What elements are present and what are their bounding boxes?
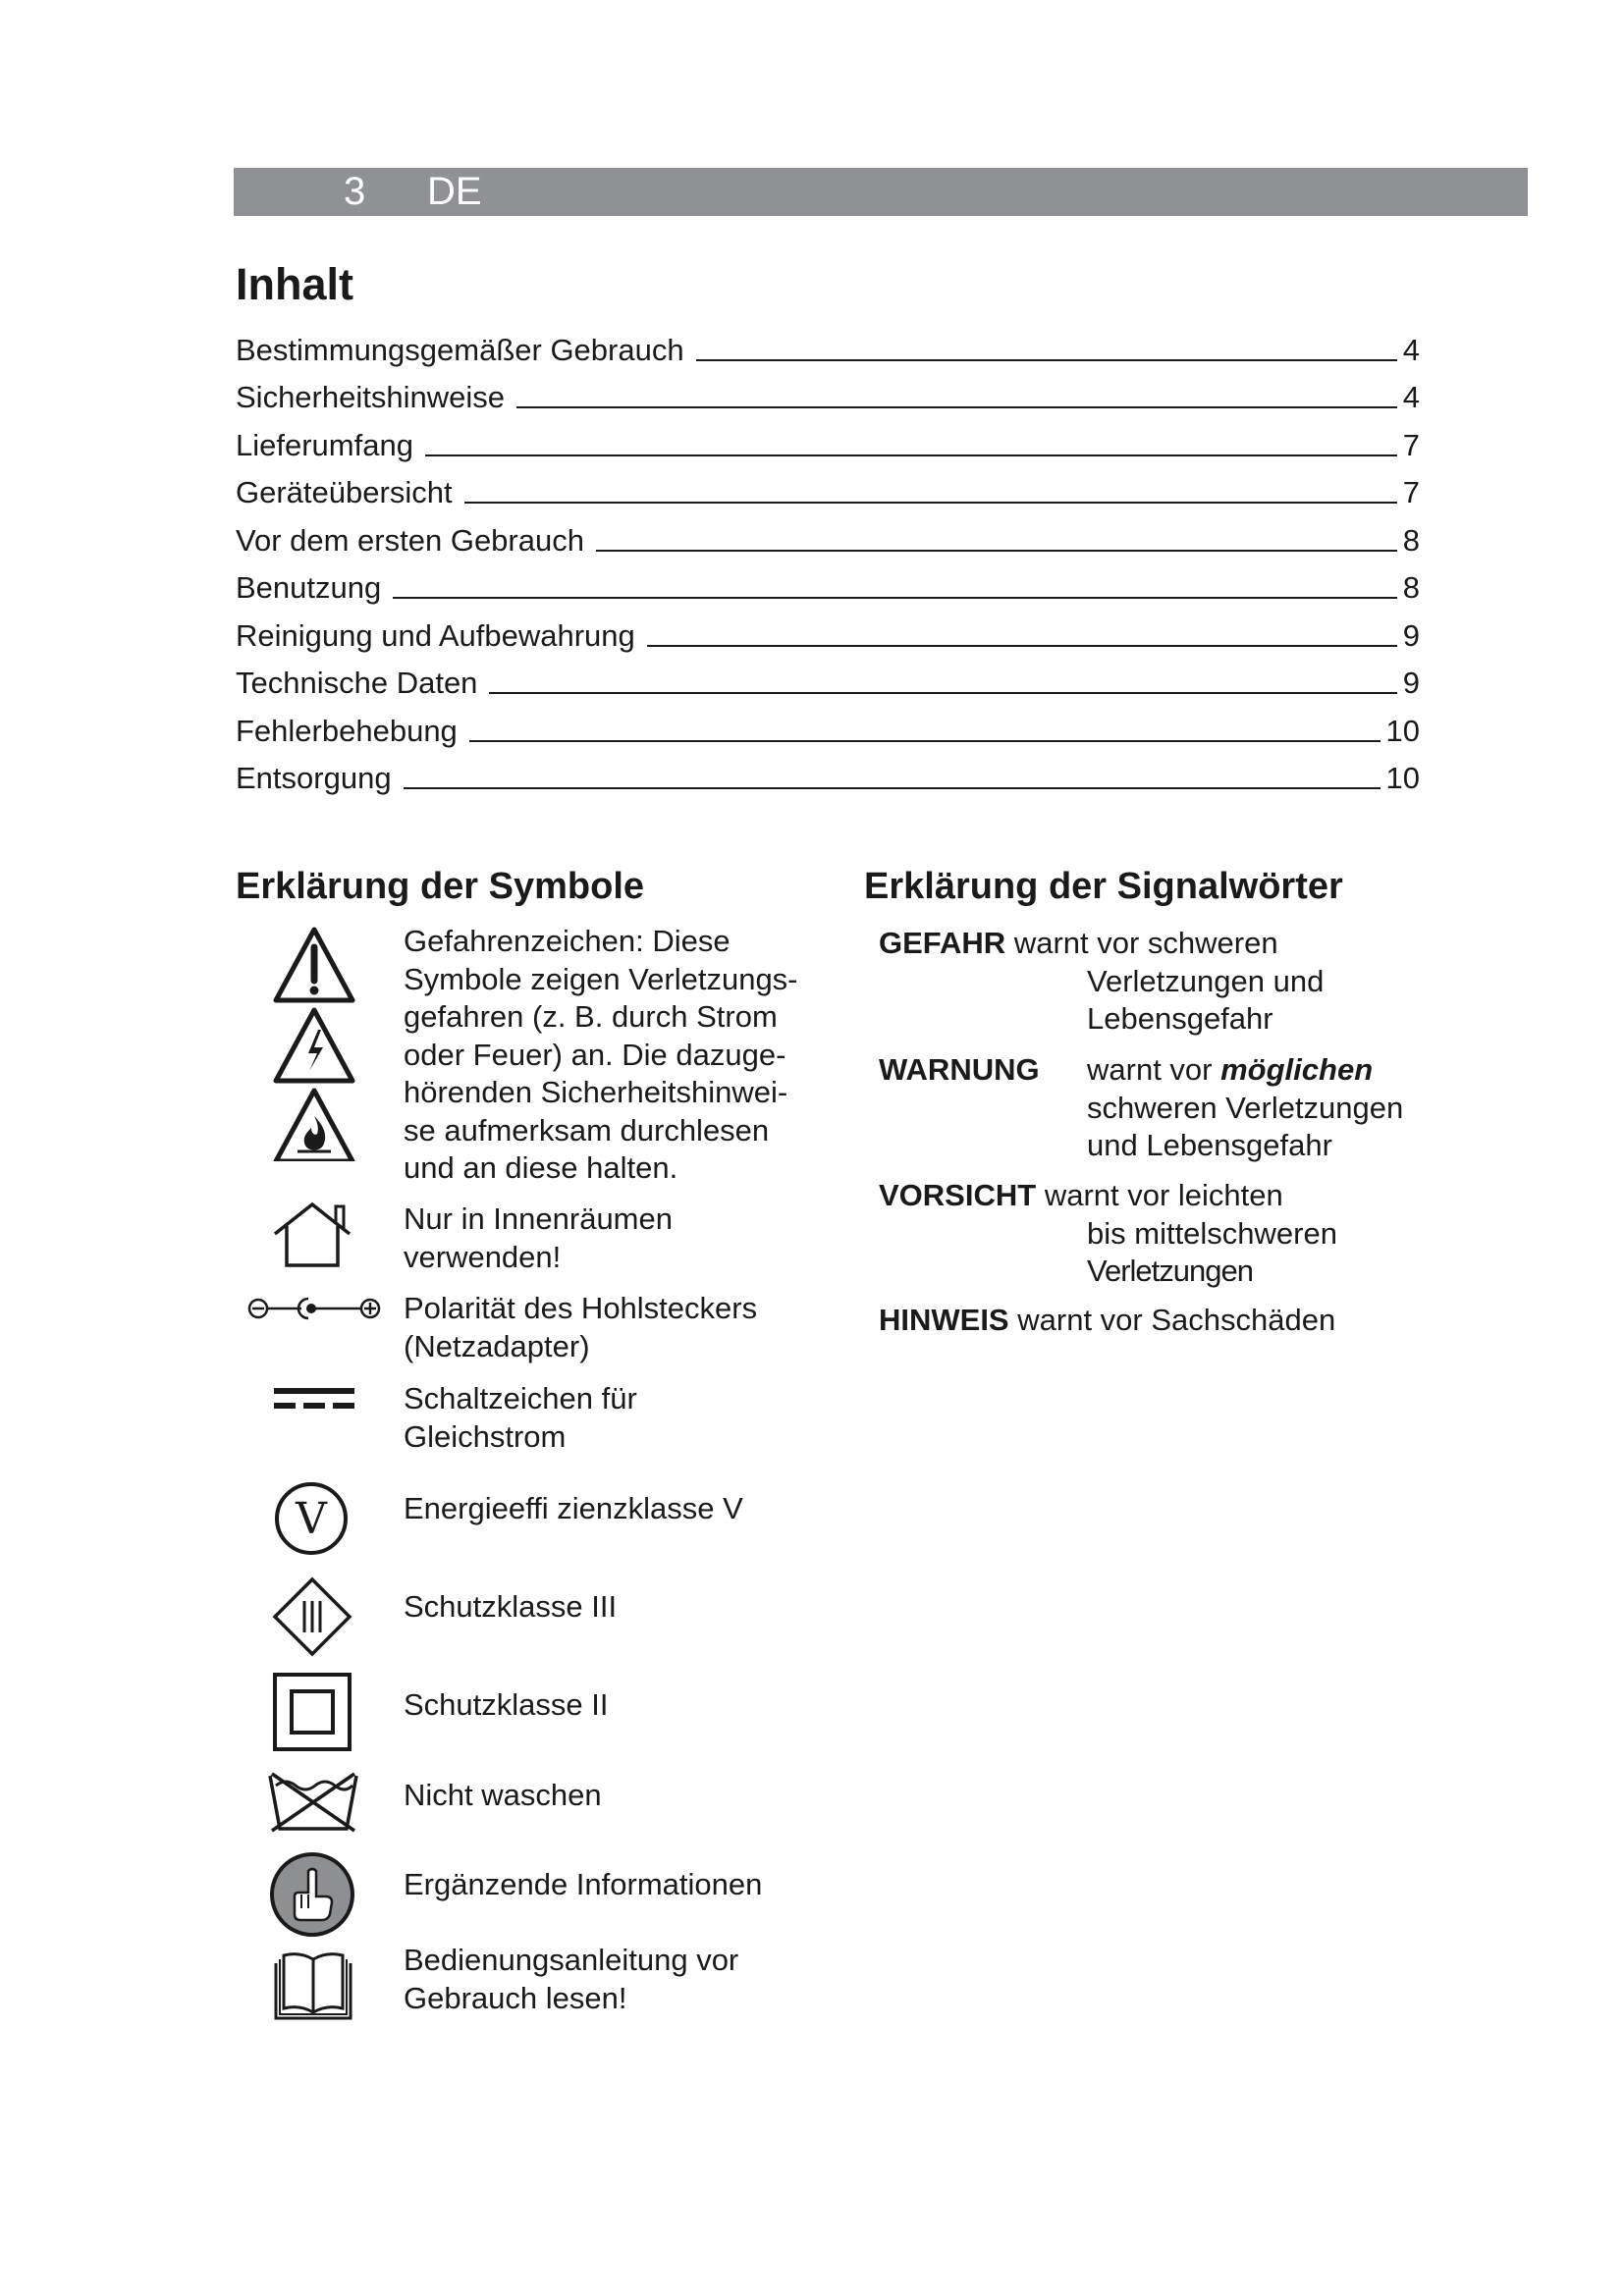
- text-line: Gleichstrom: [404, 1418, 567, 1454]
- text-line: oder Feuer) an. Die dazuge-: [404, 1037, 786, 1072]
- toc-leader: [489, 692, 1396, 694]
- toc-entry-label: Sicherheitshinweise: [236, 380, 505, 414]
- toc-entry-label: Vor dem ersten Gebrauch: [236, 522, 584, 558]
- toc-entry[interactable]: [236, 561, 1420, 609]
- toc-leader: [464, 502, 1397, 504]
- toc-leader: [696, 359, 1397, 361]
- no-washing-description: [404, 1777, 836, 1815]
- toc-entry-page: 4: [1402, 332, 1420, 367]
- toc-leader: [647, 645, 1397, 647]
- text-line: bis mittelschweren: [1087, 1215, 1337, 1251]
- no-washing-icon: [266, 1770, 360, 1833]
- energy-class-description: [404, 1490, 836, 1528]
- energy-class-letter: V: [296, 1494, 327, 1544]
- house-icon: [269, 1201, 357, 1269]
- text-line: schweren Verletzungen: [1087, 1090, 1404, 1125]
- protection-class-3-icon: [272, 1576, 352, 1657]
- general-warning-icon: [276, 930, 352, 1000]
- signal-word-text: warnt vor leichten: [1044, 1178, 1283, 1212]
- toc-entry-label: Technische Daten: [236, 666, 478, 700]
- toc-entry-page: 4: [1402, 380, 1420, 414]
- table-of-contents: [236, 322, 1420, 798]
- electric-warning-icon: [276, 1010, 352, 1081]
- direct-current-description: [404, 1380, 836, 1456]
- toc-entry[interactable]: [236, 656, 1420, 704]
- text-line: verwenden!: [404, 1239, 562, 1274]
- text-line: und Lebensgefahr: [1087, 1128, 1332, 1162]
- toc-entry-page: 7: [1402, 427, 1420, 462]
- text-line: Lebensgefahr: [1087, 1001, 1273, 1036]
- signal-words-title: Erklärung der Signalwörter: [864, 866, 1343, 907]
- toc-leader: [404, 787, 1380, 789]
- signal-word-hinweis: [879, 1302, 1335, 1340]
- text-line: Verletzungen und: [1087, 963, 1325, 998]
- signal-word-warnung: [879, 1051, 1404, 1162]
- toc-entry-page: 10: [1385, 761, 1420, 795]
- toc-entry-label: Geräteübersicht: [236, 475, 453, 509]
- toc-entry-label: Benutzung: [236, 570, 382, 605]
- toc-title: Inhalt: [236, 259, 353, 309]
- text-line: hörenden Sicherheitshinwei-: [404, 1075, 788, 1109]
- toc-entry[interactable]: [236, 703, 1420, 751]
- toc-entry-label: Lieferumfang: [236, 427, 413, 462]
- signal-word-text: warnt vor Sachschäden: [1017, 1303, 1336, 1337]
- signal-word: WARNUNG: [879, 1052, 1040, 1087]
- house-description: [404, 1201, 836, 1276]
- info-hand-icon: [269, 1851, 355, 1938]
- toc-entry[interactable]: [236, 322, 1420, 370]
- page-number: 3: [344, 170, 366, 213]
- toc-leader: [469, 740, 1380, 742]
- signal-word-vorsicht: [879, 1177, 1337, 1288]
- info-hand-description: [404, 1866, 836, 1904]
- warning-symbols-description: [404, 923, 836, 1188]
- direct-current-icon: [274, 1386, 354, 1412]
- toc-entry[interactable]: [236, 465, 1420, 513]
- polarity-icon: [246, 1295, 384, 1322]
- toc-entry-label: Entsorgung: [236, 761, 392, 795]
- toc-entry-page: 10: [1385, 713, 1420, 748]
- text-line: und an diese halten.: [404, 1150, 678, 1185]
- symbols-title: Erklärung der Symbole: [236, 866, 645, 907]
- text-line: Nicht waschen: [404, 1778, 602, 1812]
- text-line: Polarität des Hohlsteckers: [404, 1291, 758, 1325]
- protection-class-2-icon: [272, 1672, 352, 1752]
- text-line: Verletzungen: [1087, 1254, 1253, 1288]
- toc-leader: [596, 550, 1397, 552]
- toc-entry[interactable]: [236, 751, 1420, 799]
- toc-entry-page: 9: [1402, 666, 1420, 700]
- signal-word-emphasis: möglichen: [1220, 1052, 1374, 1087]
- text-line: Ergänzende Informationen: [404, 1867, 763, 1901]
- toc-entry-page: 7: [1402, 475, 1420, 509]
- text-line: Bedienungsanleitung vor: [404, 1943, 739, 1977]
- text-line: Gebrauch lesen!: [404, 1980, 627, 2015]
- text-line: Gefahrenzeichen: Diese: [404, 924, 731, 958]
- manual-book-icon: [272, 1949, 354, 2020]
- text-line: (Netzadapter): [404, 1328, 590, 1363]
- toc-entry-page: 8: [1402, 522, 1420, 558]
- text-line: Schaltzeichen für: [404, 1381, 637, 1415]
- signal-word: GEFAHR: [879, 926, 1006, 960]
- manual-book-description: [404, 1942, 836, 2017]
- signal-word: VORSICHT: [879, 1178, 1037, 1212]
- toc-leader: [516, 406, 1397, 408]
- language-code: DE: [427, 170, 482, 213]
- text-line: Schutzklasse II: [404, 1687, 609, 1722]
- energy-class-icon: [272, 1479, 351, 1558]
- text-line: Energieeffi zienzklasse V: [404, 1491, 743, 1525]
- toc-entry-label: Bestimmungsgemäßer Gebrauch: [236, 332, 684, 367]
- toc-entry-page: 8: [1402, 570, 1420, 605]
- toc-leader: [425, 454, 1397, 456]
- page-header-bar: [234, 168, 1528, 216]
- protection-class-2-description: [404, 1686, 836, 1725]
- toc-entry[interactable]: [236, 370, 1420, 418]
- signal-word-text: warnt vor: [1087, 1052, 1213, 1087]
- fire-warning-icon: [276, 1091, 352, 1161]
- warning-triangle-icons: [272, 926, 356, 1161]
- toc-entry-page: 9: [1402, 617, 1420, 653]
- signal-word-text: warnt vor schweren: [1013, 926, 1278, 960]
- text-line: Nur in Innenräumen: [404, 1201, 673, 1236]
- toc-leader: [393, 597, 1397, 599]
- text-line: Symbole zeigen Verletzungs-: [404, 961, 798, 996]
- toc-entry[interactable]: [236, 608, 1420, 656]
- toc-entry[interactable]: [236, 417, 1420, 465]
- toc-entry-label: Fehlerbehebung: [236, 713, 458, 748]
- text-line: Schutzklasse III: [404, 1589, 618, 1624]
- signal-word: HINWEIS: [879, 1303, 1009, 1337]
- text-line: se aufmerksam durchlesen: [404, 1112, 770, 1148]
- signal-word-gefahr: [879, 925, 1325, 1036]
- text-line: gefahren (z. B. durch Strom: [404, 999, 778, 1034]
- toc-entry-label: Reinigung und Aufbewahrung: [236, 617, 635, 653]
- polarity-description: [404, 1290, 836, 1365]
- protection-class-3-description: [404, 1588, 836, 1627]
- toc-entry[interactable]: [236, 512, 1420, 561]
